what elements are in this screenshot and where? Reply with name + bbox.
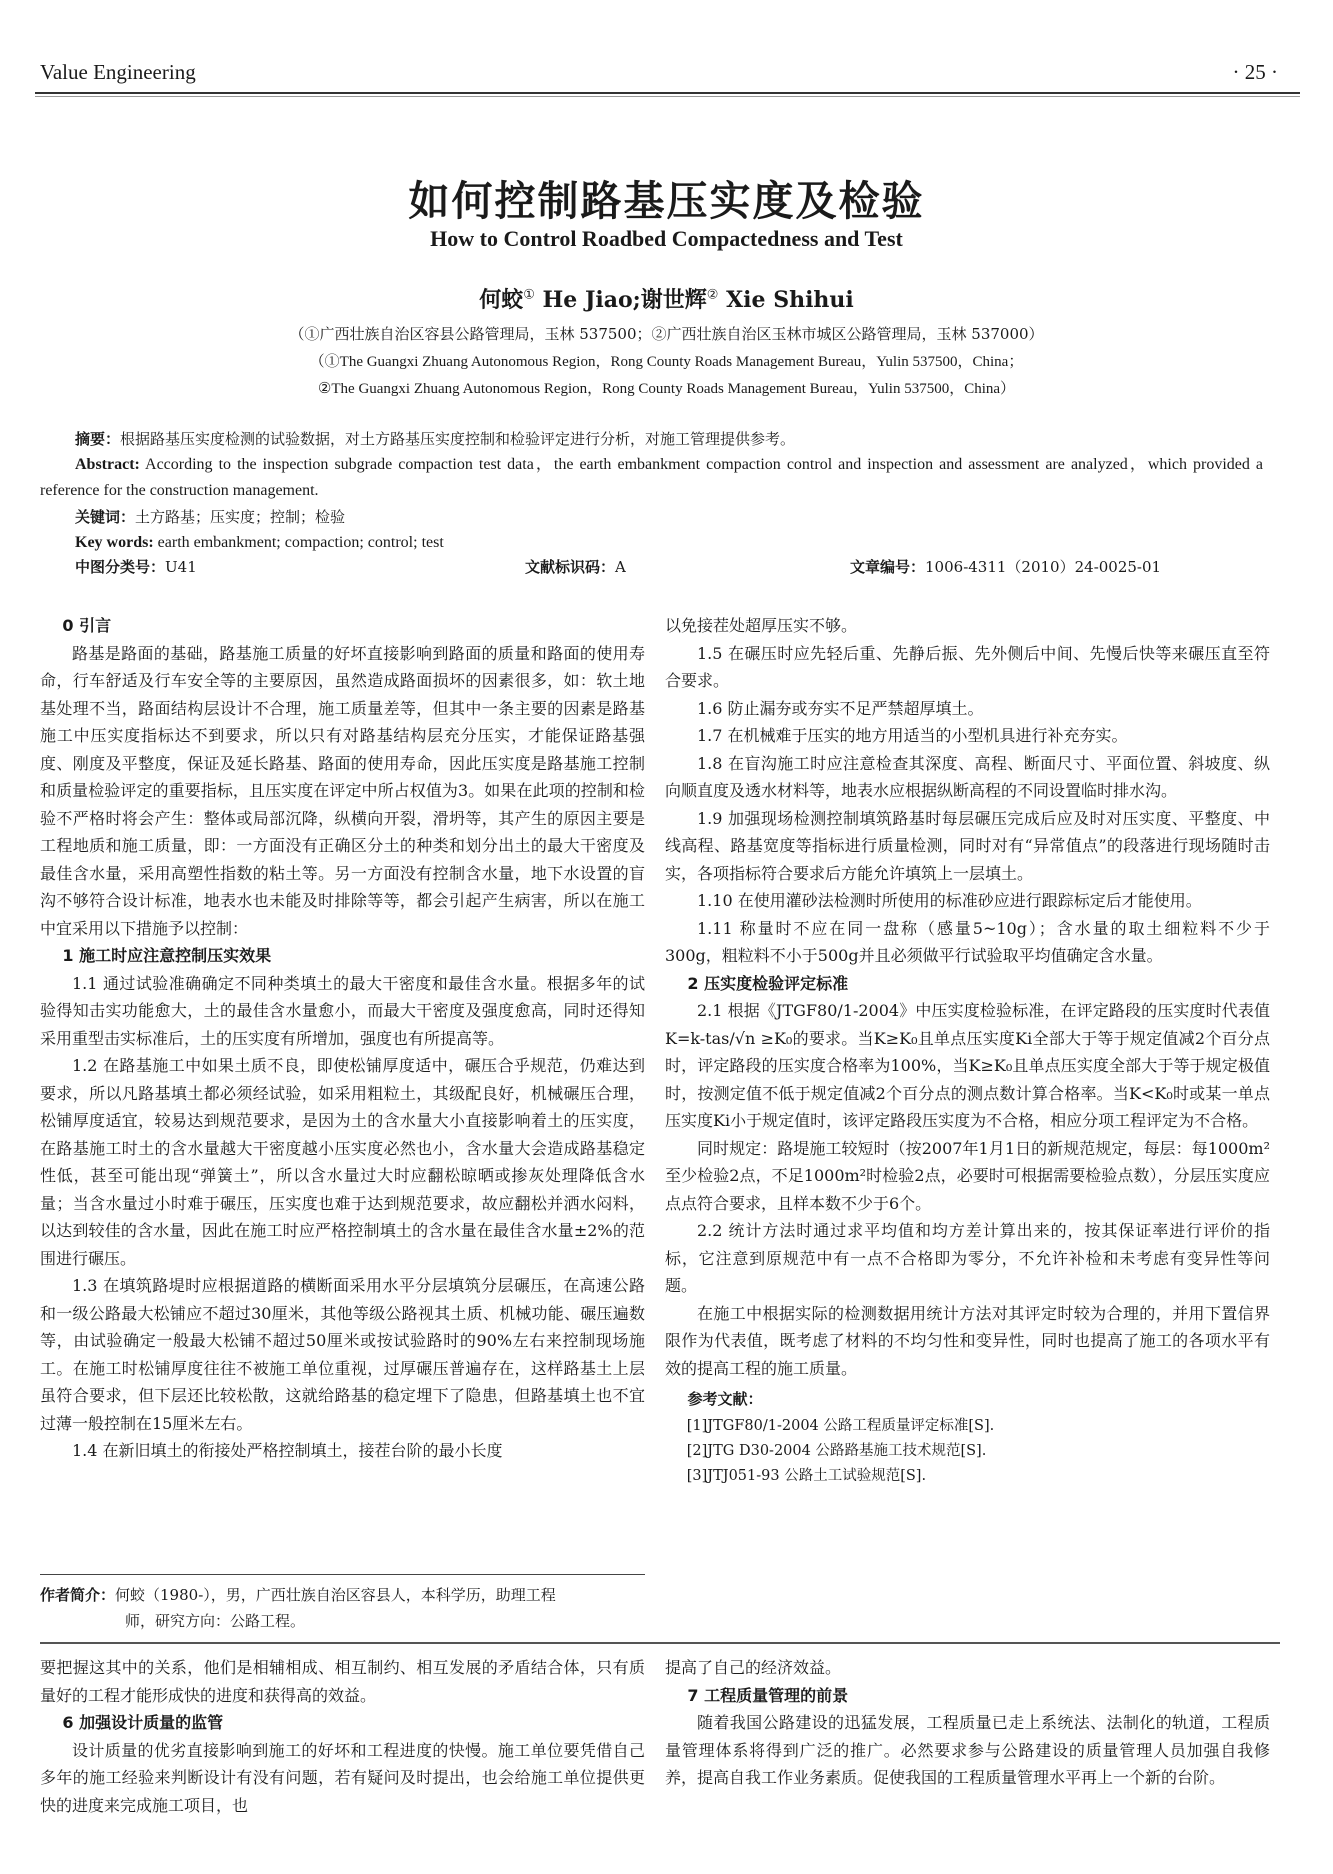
section-separator (40, 1642, 1280, 1644)
section-heading: 2 压实度检验评定标准 (687, 973, 849, 993)
author-2-cn: 谢世辉 (640, 287, 707, 313)
affiliation-en-1: （①The Guangxi Zhuang Autonomous Region，Rong County Roads Management Bureau，Yulin 537500，China； (309, 354, 1024, 370)
clc-label: 中图分类号： (75, 558, 166, 576)
article-number (850, 556, 1161, 577)
paragraph: 1.4 在新旧填土的衔接处严格控制填土，接茬台阶的最小长度 (72, 1441, 503, 1460)
keywords-cn-text: 土方路基；压实度；控制；检验 (135, 508, 346, 526)
paragraph: 1.1 通过试验准确确定不同种类填土的最大干密度和最佳含水量。根据多年的试验得知击实功能愈大，土的最佳含水量愈小，而最大干密度及强度愈高，同时还得知采用重型击实标准后，土的压实度有所增加，强度也有所提高等。 (40, 973, 645, 1048)
keywords-en-text: earth embankment; compaction; control; test (153, 534, 444, 551)
clc-number (75, 556, 197, 577)
abstract-cn-label: 摘要： (75, 430, 121, 448)
author-2-mark: ② (706, 287, 719, 303)
page-number: · 25 · (1232, 60, 1278, 84)
keywords-en (75, 530, 1263, 556)
paragraph: 1.3 在填筑路堤时应根据道路的横断面采用水平分层填筑分层碾压，在高速公路和一级公路最大松铺应不超过30厘米，其他等级公路视其土质、机械功能、碾压遍数等，由试验确定一般最大松铺不超过50厘米或按试验路时的90%左右来控制现场施工。在施工时松铺厚度往往不被施工单位重视，过厚碾压普遍存在，这样路基土上层虽符合要求，但下层还比较松散，这就给路基的稳定埋下了隐患，但路基填土也不宜过薄一般控制在15厘米左右。 (40, 1276, 645, 1433)
body-left-column (40, 612, 645, 1465)
paragraph: 1.6 防止漏夯或夯实不足严禁超厚填土。 (697, 698, 984, 718)
author-note (40, 1582, 645, 1634)
reference-item: [1]JTGF80/1-2004 公路工程质量评定标准[S]. (686, 1417, 995, 1434)
paragraph: 2.2 统计方法时通过求平均值和均方差计算出来的，按其保证率进行评价的指标，它注意到原规范中有一点不合格即为零分，不允许补检和未考虑有变异性等问题。 (665, 1221, 1270, 1295)
paragraph: 提高了自己的经济效益。 (665, 1658, 842, 1677)
doc-value: A (615, 558, 626, 576)
keywords-cn (75, 504, 1263, 530)
artno-label: 文章编号： (850, 558, 926, 576)
right-column-text (665, 612, 1270, 1382)
paragraph: 路基是路面的基础，路基施工质量的好坏直接影响到路面的质量和路面的使用寿命，行车舒适及行车安全等的主要原因，虽然造成路面损坏的因素很多，如：软土地基处理不当，路面结构层设计不合理，施工质量差等，但其中一条主要的因素是路基施工中压实度指标达不到要求，所以只有对路基结构层充分压实，才能保证路基强度、刚度及平整度，保证及延长路基、路面的使用寿命，因此压实度是路基施工控制和质量检验评定的重要指标，且压实度在评定中所占权值为3。如果在此项的控制和检验不严格时将会产生：整体或局部沉降，纵横向开裂，滑坍等，其产生的原因主要是工程地质和施工质量，即：一方面没有正确区分土的种类和划分出土的最大干密度及最佳含水量，采用高塑性指数的粘土等。另一方面没有控制含水量，地下水设置的盲沟不够符合设计标准，地表水也未能及时排除等等，都会引起产生病害，所以在施工中宜采用以下措施予以控制： (40, 643, 645, 938)
title-english: How to Control Roadbed Compactedness and Test (430, 226, 903, 251)
paragraph: 同时规定：路堤施工较短时（按2007年1月1日的新规范规定，每层：每1000m²至少检验2点，不足1000m²时检验2点，必要时可根据需要检验点数），分层压实度应点点符合要求，且样本数不少于6个。 (665, 1138, 1270, 1213)
section-heading: 6 加强设计质量的监管 (62, 1713, 224, 1732)
affiliation-en-2: ②The Guangxi Zhuang Autonomous Region，Rong County Roads Management Bureau，Yulin 537500，China） (317, 381, 1016, 397)
keywords-cn-label: 关键词： (75, 508, 136, 526)
paragraph: 1.8 在盲沟施工时应注意检查其深度、高程、断面尺寸、平面位置、斜坡度、纵向顺直度及透水材料等，地表水应根据纵断高程的不同设置临时排水沟。 (665, 753, 1270, 800)
keywords-en-label: Key words: (75, 534, 154, 551)
title-chinese: 如何控制路基压实度及检验 (408, 177, 925, 225)
abstract-cn (75, 426, 1263, 452)
paragraph: 1.11 称量时不应在同一盘称（感量5~10g）；含水量的取土细粒料不少于300g，粗粒料不小于500g并且必须做平行试验取平均值确定含水量。 (665, 918, 1270, 965)
references-list (687, 1414, 1270, 1489)
body-right-column (665, 612, 1270, 1489)
authors (0, 283, 1333, 314)
paragraph: 要把握这其中的关系，他们是相辅相成、相互制约、相互发展的矛盾结合体，只有质量好的工程才能形成快的进度和获得高的效益。 (40, 1658, 645, 1705)
paragraph: 1.7 在机械难于压实的地方用适当的小型机具进行补充夯实。 (697, 726, 1128, 745)
continued-right-column (665, 1654, 1270, 1792)
paragraph: 随着我国公路建设的迅猛发展，工程质量已走上系统法、法制化的轨道，工程质量管理体系将得到广泛的推广。必然要求参与公路建设的质量管理人员加强自我修养，提高自我工作业务素质。促使我国的工程质量管理水平再上一个新的台阶。 (665, 1713, 1270, 1787)
author-2-en: Xie Shihui (718, 287, 854, 313)
author-note-line-2: 师，研究方向：公路工程。 (125, 1612, 306, 1630)
paragraph: 1.5 在碾压时应先轻后重、先静后振、先外侧后中间、先慢后快等来碾压直至符合要求。 (665, 643, 1270, 690)
abstract-cn-text: 根据路基压实度检测的试验数据，对土方路基压实度控制和检验评定进行分析，对施工管理提供参考。 (120, 430, 796, 448)
author-note-line-1: 何蛟（1980-），男，广西壮族自治区容县人，本科学历，助理工程 (115, 1586, 556, 1604)
author-1-cn: 何蛟 (479, 287, 524, 313)
artno-value: 1006-4311（2010）24-0025-01 (925, 558, 1162, 576)
section-heading: 7 工程质量管理的前景 (687, 1685, 849, 1705)
continued-left-column (40, 1654, 645, 1819)
reference-item: [3]JTJ051-93 公路土工试验规范[S]. (686, 1467, 927, 1484)
clc-value: U41 (165, 558, 197, 576)
references-title: 参考文献： (687, 1390, 763, 1408)
author-1-mark: ① (523, 287, 535, 303)
paragraph: 2.1 根据《JTGF80/1-2004》中压实度检验标准，在评定路段的压实度时代表值K=k-tas/√n ≥K₀的要求。当K≥K₀且单点压实度Ki全部大于等于规定值减2个百分点时，评定路段的压实度合格率为100%，当K≥K₀且单点压实度全部大于等于规定极值时，按测定值不低于规定值减2个百分点的测点数计算合格率。当K<K₀时或某一单点压实度Ki小于规定值时，该评定路段压实度为不合格，相应分项工程评定为不合格。 (665, 1001, 1270, 1130)
journal-name: Value Engineering (40, 60, 196, 84)
paragraph: 1.2 在路基施工中如果土质不良，即使松铺厚度适中，碾压合乎规范，仍难达到要求，所以凡路基填土都必须经试验，如采用粗粒土，其级配良好，机械碾压合理，松铺厚度适宜，较易达到规范要求，是因为土的含水量大小直接影响着土的压实度，在路基施工时土的含水量越大干密度越小压实度必然也小，含水量大会造成路基稳定性低，甚至可能出现“弹簧土”，所以含水量过大时应翻松晾晒或掺灰处理降低含水量；当含水量过小时难于碾压，压实度也难于达到规范要求，故应翻松并洒水闷料，以达到较佳的含水量，因此在施工时应严格控制填土的含水量在最佳含水量±2%的范围进行碾压。 (40, 1056, 645, 1268)
paragraph: 在施工中根据实际的检测数据用统计方法对其评定时较为合理的，并用下置信界限作为代表值，既考虑了材料的不均匀性和变异性，同时也提高了施工的各项水平有效的提高工程的施工质量。 (665, 1303, 1270, 1378)
affiliation-cn: （①广西壮族自治区容县公路管理局，玉林 537500；②广西壮族自治区玉林市城区公路管理局，玉林 537000） (289, 325, 1044, 343)
header-rule-thin (35, 96, 1300, 97)
paragraph: 1.9 加强现场检测控制填筑路基时每层碾压完成后应及时对压实度、平整度、中线高程、路基宽度等指标进行质量检测，同时对有“异常值点”的段落进行现场随时击实，各项指标符合要求后方能允许填筑上一层填土。 (665, 808, 1270, 883)
abstract-en (40, 452, 1263, 504)
abstract-en-text: According to the inspection subgrade compaction test data，the earth embankment compaction control and inspection and assessment are analyzed，which provided a reference for the construction management. (40, 456, 1263, 499)
section-heading: 0 引言 (62, 616, 112, 635)
paragraph: 1.10 在使用灌砂法检测时所使用的标准砂应进行跟踪标定后才能使用。 (697, 891, 1202, 910)
abstract-en-label: Abstract: (75, 456, 140, 473)
author-1-en: He Jiao; (534, 287, 641, 313)
header-rule (35, 92, 1300, 94)
section-heading: 1 施工时应注意控制压实效果 (62, 946, 272, 965)
reference-item: [2]JTG D30-2004 公路路基施工技术规范[S]. (686, 1442, 987, 1459)
author-note-rule (40, 1574, 645, 1575)
author-note-label: 作者简介： (40, 1586, 116, 1604)
document-code (525, 556, 626, 577)
paragraph: 以免接茬处超厚压实不够。 (665, 616, 858, 635)
paragraph: 设计质量的优劣直接影响到施工的好坏和工程进度的快慢。施工单位要凭借自己多年的施工经验来判断设计有没有问题，若有疑问及时提出，也会给施工单位提供更快的进度来完成施工项目，也 (40, 1740, 645, 1815)
doc-label: 文献标识码： (525, 558, 616, 576)
